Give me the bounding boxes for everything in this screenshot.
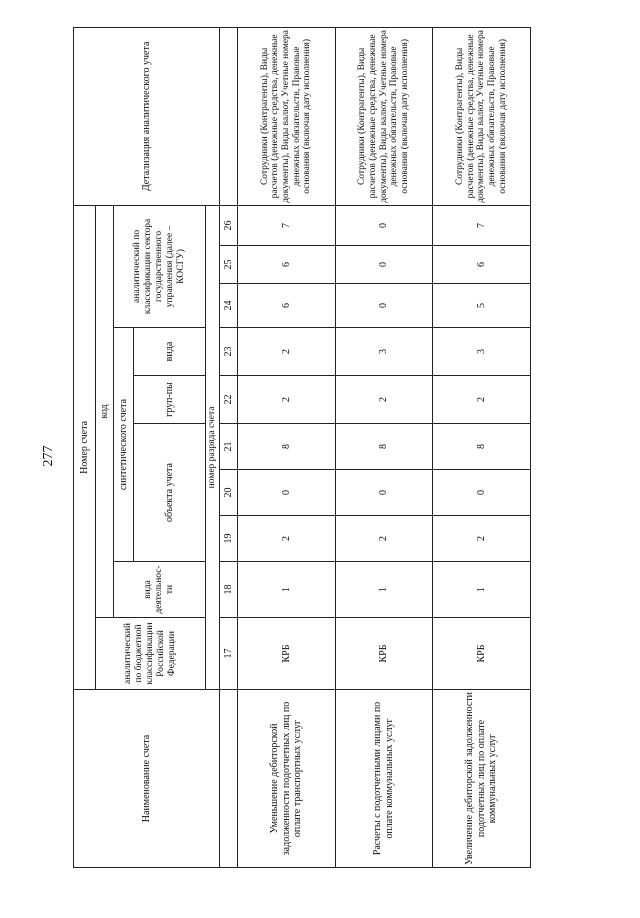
header-name: Наименование счета [74,690,220,868]
table-row [433,27,531,867]
group-value: 2 [238,376,336,424]
header-detail: Детализация аналитического учета [74,27,220,205]
rotated-content [73,28,531,868]
kind-value: 2 [238,328,336,376]
group-value: 2 [433,376,531,424]
digit-21-value: 8 [238,424,336,470]
kosgu-24-value: 6 [238,284,336,328]
kosgu-26-value: 7 [238,205,336,245]
digit-19-value: 2 [433,516,531,562]
activity-value: 1 [335,562,433,618]
kbk-value: КРБ [335,618,433,690]
accounts-table [73,27,531,868]
header-kosgu: аналитический по классификации сектора государственного управления (далее – КОСГУ) [114,205,206,327]
kosgu-25-value: 6 [433,246,531,284]
digit-24: 24 [220,284,238,328]
table-row [335,27,433,867]
kosgu-24-value: 5 [433,284,531,328]
header-synthetic: синтетического счета [114,328,134,562]
digit-blank [220,690,238,868]
digit-19-value: 2 [238,516,336,562]
digit-20-value: 0 [335,470,433,516]
table-row [238,27,336,867]
header-analytic-bk: аналитический по бюджетной классификации Российской Федерации [96,618,206,690]
account-name: Расчеты с подотчетными лицами по оплате коммунальных услуг [335,690,433,868]
digit-17: 17 [220,618,238,690]
kind-value: 3 [335,328,433,376]
header-digit-row: номер разряда счета [206,205,220,689]
digit-20-value: 0 [433,470,531,516]
digit-21-value: 8 [433,424,531,470]
digit-21-value: 8 [335,424,433,470]
account-name: Уменьшение дебиторской задолженности подотчетных лиц по оплате транспортных услуг [238,690,336,868]
detail-value: Сотрудники (Контрагенты), Виды расчетов (денежные средства, денежные документы), Виды валют, Учетные номера денежных обязательств, Правовые основания (включая дату исполнения) [433,27,531,205]
digit-23: 23 [220,328,238,376]
header-account-number: Номер счета [74,205,96,689]
detail-value: Сотрудники (Контрагенты), Виды расчетов (денежные средства, денежные документы), Виды валют, Учетные номера денежных обязательств, Правовые основания (включая дату исполнения) [335,27,433,205]
digit-19: 19 [220,516,238,562]
digit-18: 18 [220,562,238,618]
digit-19-value: 2 [335,516,433,562]
detail-value: Сотрудники (Контрагенты), Виды расчетов (денежные средства, денежные документы), Виды валют, Учетные номера денежных обязательств, Правовые основания (включая дату исполнения) [238,27,336,205]
group-value: 2 [335,376,433,424]
activity-value: 1 [238,562,336,618]
header-code: код [96,205,114,617]
kosgu-26-value: 0 [335,205,433,245]
kbk-value: КРБ [238,618,336,690]
header-object: объекта учета [134,424,206,562]
digit-blank [220,27,238,205]
kosgu-25-value: 0 [335,246,433,284]
header-activity-type: вида деятельнос-ти [114,562,206,618]
digit-20-value: 0 [238,470,336,516]
digit-25: 25 [220,246,238,284]
header-group: груп-пы [134,376,206,424]
table-rotation-frame [73,28,531,868]
kosgu-25-value: 6 [238,246,336,284]
account-name: Увеличение дебиторской задолженности подотчетных лиц по оплате коммунальных услуг [433,690,531,868]
digit-21: 21 [220,424,238,470]
kind-value: 3 [433,328,531,376]
activity-value: 1 [433,562,531,618]
header-kind: вида [134,328,206,376]
kbk-value: КРБ [433,618,531,690]
kosgu-26-value: 7 [433,205,531,245]
digit-20: 20 [220,470,238,516]
kosgu-24-value: 0 [335,284,433,328]
page-number: 277 [41,445,56,467]
digit-26: 26 [220,205,238,245]
digit-22: 22 [220,376,238,424]
